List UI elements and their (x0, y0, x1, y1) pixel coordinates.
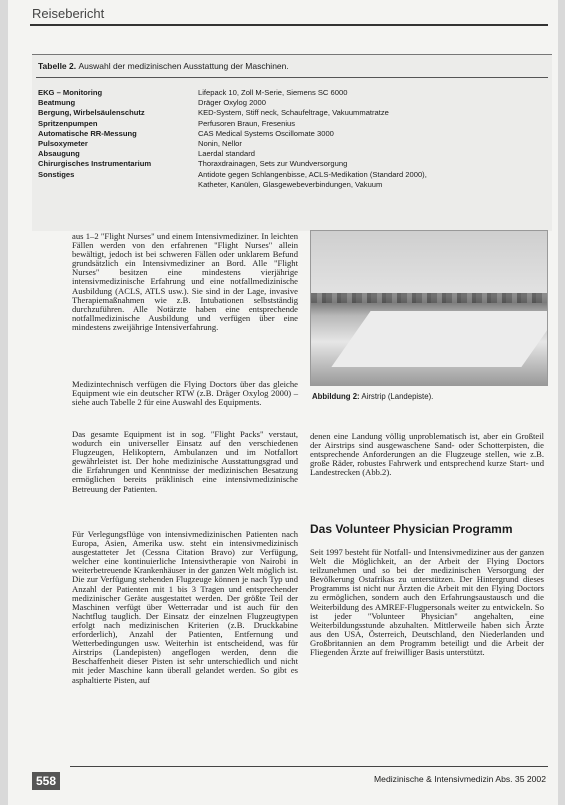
table-body (38, 88, 546, 190)
body-paragraph: Das gesamte Equipment ist in sog. "Flight Packs" verstaut, wodurch ein universeller Einsatz auf den verschiedenen Flugzeugen, Helikoptern, Ambulanzen und im Notfallort gewährleistet ist. Der hohe medizinische Ausstattungsgrad und die Erfahrungen und Kenntnisse der medizinischen Besatzung ermöglichen bereits präklinisch eine intensivmedizinische Betreuung der Patienten. (72, 429, 298, 494)
table-row-value: Perfusoren Braun, Fresenius (198, 118, 296, 128)
table-row (38, 88, 546, 98)
table-row-key: Spritzenpumpen (38, 118, 98, 128)
table-row-value: Laerdal standard (198, 149, 255, 159)
table-row (38, 108, 546, 118)
table-row-key: Sonstiges (38, 169, 75, 179)
table-row-value: Antidote gegen Schlangenbisse, ACLS-Medikation (Standard 2000), (198, 169, 427, 179)
airstrip-photo (310, 230, 548, 386)
table-row (38, 129, 546, 139)
table-row (38, 170, 546, 180)
table-row-value: Lifepack 10, Zoll M-Serie, Siemens SC 6000 (198, 88, 348, 97)
table-row (38, 159, 546, 169)
body-paragraph: aus 1–2 "Flight Nurses" und einem Intensivmediziner. In leichten Fällen werden von den erfahrenen "Flight Nurses" allein bewältigt, jedoch ist bei schweren Fällen oder unklarem Befund grundsätzlich ein Intensivmediziner an Bord. Alle "Flight Nurses" besitzen eine mindestens vierjährige intensivmedizinische Erfahrung und eine notfallmedizinische Ausbildung (ACLS, ATLS usw.). Sie sind in der Lage, invasive Therapiemaßnahmen wie z.B. Intubationen selbstständig durchzuführen. Alle Notärzte haben eine entsprechende notfallmedizinische Ausbildung und verfügen über eine mindestens zweijährige Intensiverfahrung. (72, 231, 298, 332)
table-row (38, 119, 546, 129)
tree-line (311, 293, 547, 303)
table-row-value: KED-System, Stiff neck, Schaufeltrage, Vakuummatratze (198, 108, 389, 118)
figure-text: Airstrip (Landepiste). (361, 392, 434, 401)
table-caption-text: Auswahl der medizinischen Ausstattung der Maschinen. (78, 61, 289, 71)
table-row-value: Katheter, Kanülen, Glasgewebeverbindungen, Vakuum (198, 179, 383, 189)
table-row-value: CAS Medical Systems Oscillomate 3000 (198, 128, 334, 138)
journal-page (8, 0, 558, 805)
table-caption (38, 61, 289, 71)
figure-label: Abbildung 2: (312, 392, 360, 401)
figure-caption (312, 392, 433, 401)
table-row-key: Automatische RR-Messung (38, 128, 137, 138)
table-caption-label: Tabelle 2. (38, 61, 77, 71)
table-row-value: Dräger Oxylog 2000 (198, 98, 266, 108)
body-paragraph: Medizintechnisch verfügen die Flying Doctors über das gleiche Equipment wie ein deutscher RTW (z.B. Dräger Oxylog 2000) – siehe auch Tabelle 2 für eine Auswahl des Equipments. (72, 379, 298, 408)
equipment-table (32, 54, 552, 231)
table-row (38, 180, 546, 190)
table-row-value: Thoraxdrainagen, Sets zur Wundversorgung (198, 159, 348, 169)
body-paragraph: Seit 1997 besteht für Notfall- und Intensivmediziner aus der ganzen Welt die Möglichkeit, an der Arbeit der Flying Doctors teilzunehmen und so bei der medizinischen Versorgung der Bevölkerung Ostafrikas zu unterstützen. Der Hintergrund dieses Programms ist nicht nur Ärzten die Arbeit mit den Flying Doctors zu ermöglichen, sondern auch den Erfahrungsaustausch und die Weiterbildung des AMREF-Flugpersonals weiter zu entwickeln. So ist jeder "Volunteer Physician" angehalten, eine Weiterbildungsstunde abzuhalten. Mittlerweile haben sich Ärzte aus den USA, Österreich, Deutschland, den Niederlanden und Großbritannien an dem Programm beteiligt und die Arbeit der Fliegenden Ärzte auf freiwilliger Basis unterstützt. (310, 547, 544, 658)
table-row (38, 98, 546, 108)
footer-rule (70, 766, 548, 767)
table-row (38, 149, 546, 159)
table-row-key: Bergung, Wirbelsäulenschutz (38, 108, 145, 118)
header-rule (30, 24, 548, 26)
table-rule (36, 77, 548, 78)
table-row-key (38, 180, 198, 190)
page-number: 558 (32, 772, 60, 790)
table-row (38, 139, 546, 149)
table-row-value: Nonin, Nellor (198, 138, 242, 148)
table-row-key: Beatmung (38, 98, 76, 108)
section-label: Reisebericht (32, 6, 105, 21)
table-row-key: Chirurgisches Instrumentarium (38, 159, 152, 169)
section-heading: Das Volunteer Physician Programm (310, 522, 513, 536)
body-paragraph: denen eine Landung völlig unproblematisch ist, aber ein Großteil der Airstrips sind ausgewaschene Sand- oder Schotterpisten, die entsprechende Anforderungen an die Flugzeuge stellen, wie z.B. große Räder, robustes Fahrwerk und entsprechend kurze Start- und Landestrecken (Abb.2). (310, 431, 544, 478)
table-row-key: Absaugung (38, 149, 80, 159)
body-paragraph: Für Verlegungsflüge von intensivmedizinischen Patienten nach Europa, Asien, Amerika usw. steht ein intensivmedizinisch ausgestatteter Jet (Cessna Citation Bravo) zur Verfügung, welcher eine kontinuierliche Intensivtherapie von Nairobi in weiterbetreuende Krankenhäuser in der ganzen Welt möglich ist. Die zur Verfügung stehenden Flugzeuge können je nach Typ und Anzahl der Patienten mit 1 bis 3 Tragen und entsprechender medizinischer Geräte ausgestattet werden. Der größte Teil der Maschinen verfügt über Wetterradar und ist auch für den Nachtflug tauglich. Der Einsatz der einzelnen Flugzeugtypen erfolgt nach medizinischen Kriterien (z.B. Druckkabine erforderlich), Anzahl der Patienten, Entfernung und Wetterbedingungen usw. Weiterhin ist entscheidend, was für Airstrips (Landepisten) angeflogen werden, denn die Beschaffenheit dieser Pisten ist sehr unterschiedlich und nicht mit jeder Maschine kann überall gelandet werden. So gibt es asphaltierte Pisten, auf (72, 529, 298, 685)
table-row-key: EKG – Monitoring (38, 88, 103, 97)
journal-citation: Medizinische & Intensivmedizin Abs. 35 2002 (374, 774, 546, 784)
table-row-key: Pulsoxymeter (38, 138, 88, 148)
landing-strip (331, 311, 548, 367)
